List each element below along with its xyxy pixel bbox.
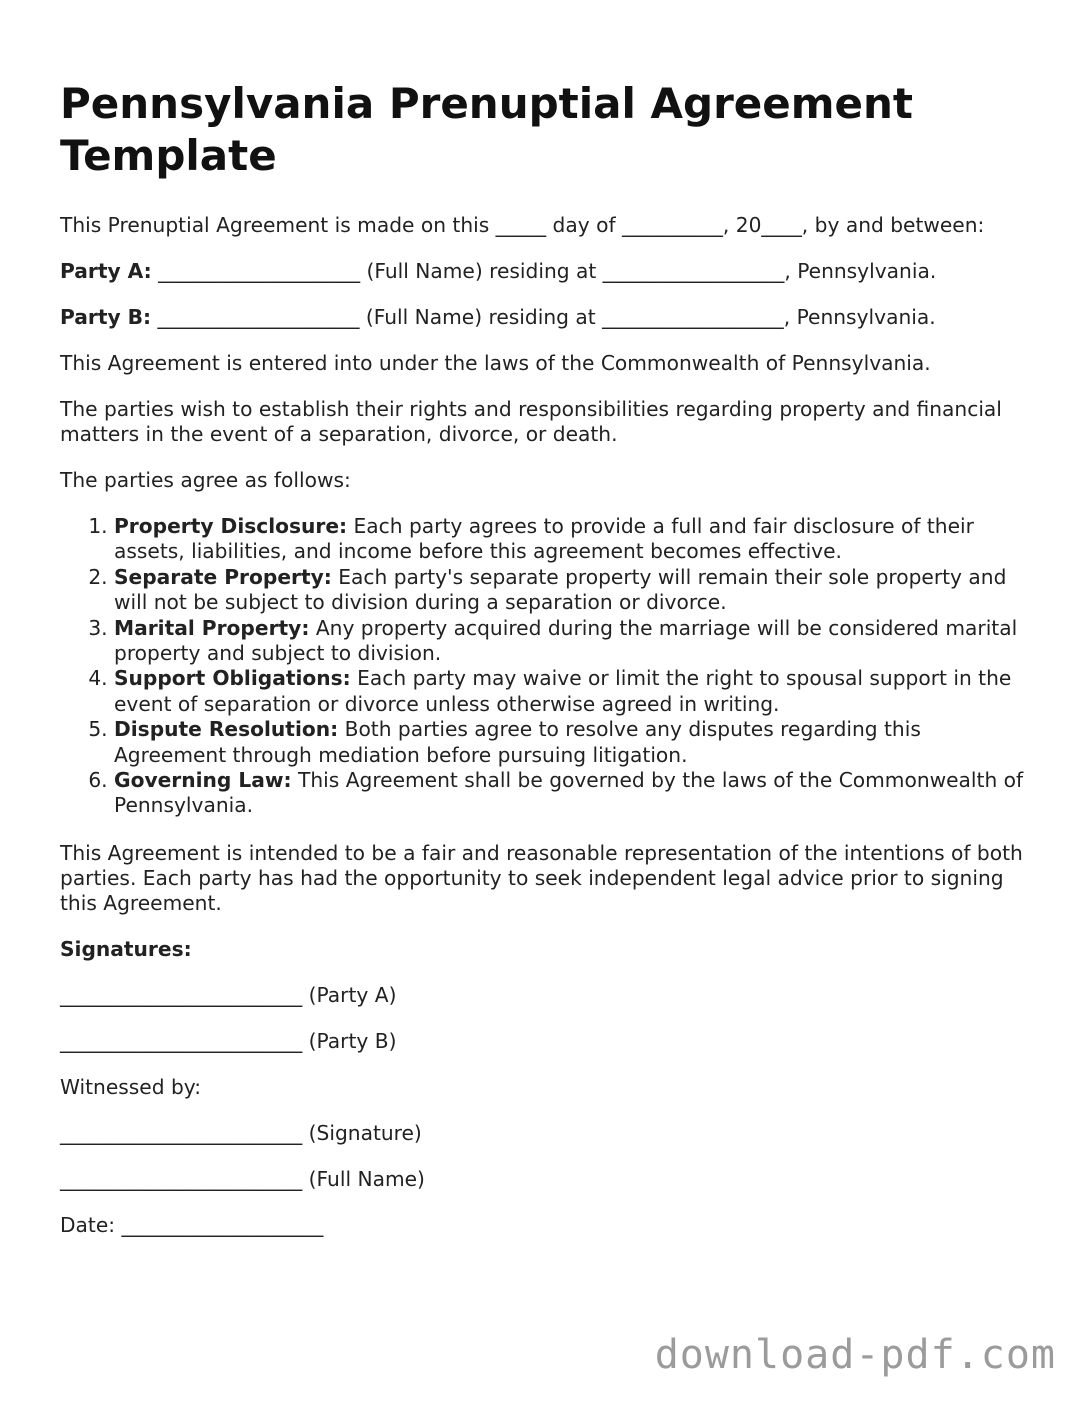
page-title: Pennsylvania Prenuptial Agreement Template (60, 79, 913, 180)
party-b-text: ____________________ (Full Name) residing at __________________, Pennsylvania. (151, 305, 936, 329)
party-a-text: ____________________ (Full Name) residing at __________________, Pennsylvania. (151, 259, 937, 283)
document-page (60, 78, 1035, 1259)
intro-paragraph: This Prenuptial Agreement is made on this _____ day of __________, 20____, by and between: (60, 213, 985, 237)
laws-statement: This Agreement is entered into under the laws of the Commonwealth of Pennsylvania. (60, 351, 931, 375)
term-text: This Agreement shall be governed by the laws of the Commonwealth of Pennsylvania. (114, 768, 1024, 818)
date-line: Date: ____________________ (60, 1212, 324, 1237)
closing-paragraph: This Agreement is intended to be a fair and reasonable representation of the intentions of both parties. Each party has had the opportunity to seek independent legal advice prior to signing this Agreement. (60, 840, 1023, 915)
party-a-signature-line: ________________________ (Party A) (60, 982, 397, 1007)
term-label: Property Disclosure: (114, 514, 348, 538)
term-text: Each party's separate property will remain their sole property and will not be subject to division during a separation or divorce. (114, 564, 1007, 615)
term-item (114, 768, 1035, 819)
term-item (114, 514, 1035, 565)
term-item (114, 666, 1035, 717)
term-label: Governing Law: (114, 768, 292, 793)
signatures-heading-text: Signatures: (60, 936, 192, 961)
party-a-line (60, 259, 1035, 284)
term-text: Each party may waive or limit the right to spousal support in the event of separation or divorce unless otherwise agreed in writing. (114, 666, 1012, 716)
term-item (114, 565, 1035, 616)
terms-list (60, 514, 1035, 819)
party-b-signature-line: ________________________ (Party B) (60, 1028, 397, 1053)
purpose-paragraph: The parties wish to establish their rights and responsibilities regarding property and financial matters in the event of a separation, divorce, or death. (60, 397, 1002, 446)
term-text: Each party agrees to provide a full and fair disclosure of their assets, liabilities, and income before this agreement becomes effective. (114, 514, 974, 564)
agree-intro: The parties agree as follows: (60, 468, 351, 492)
party-a-label: Party A: (60, 259, 152, 283)
term-text: Any property acquired during the marriage will be considered marital property and subject to division. (114, 615, 1018, 666)
witness-name-line: ________________________ (Full Name) (60, 1166, 425, 1191)
term-label: Dispute Resolution: (114, 717, 339, 742)
term-label: Separate Property: (114, 564, 332, 589)
witness-signature-line: ________________________ (Signature) (60, 1120, 422, 1145)
term-item (114, 616, 1035, 667)
term-item (114, 717, 1035, 768)
signatures-heading (60, 937, 1035, 962)
term-label: Support Obligations: (114, 666, 351, 691)
witness-heading: Witnessed by: (60, 1074, 202, 1099)
term-label: Marital Property: (114, 615, 310, 640)
watermark: download-pdf.com (654, 1332, 1056, 1378)
party-b-line (60, 305, 1035, 330)
party-b-label: Party B: (60, 305, 152, 329)
term-text: Both parties agree to resolve any disputes regarding this Agreement through mediation before pursuing litigation. (114, 717, 921, 767)
